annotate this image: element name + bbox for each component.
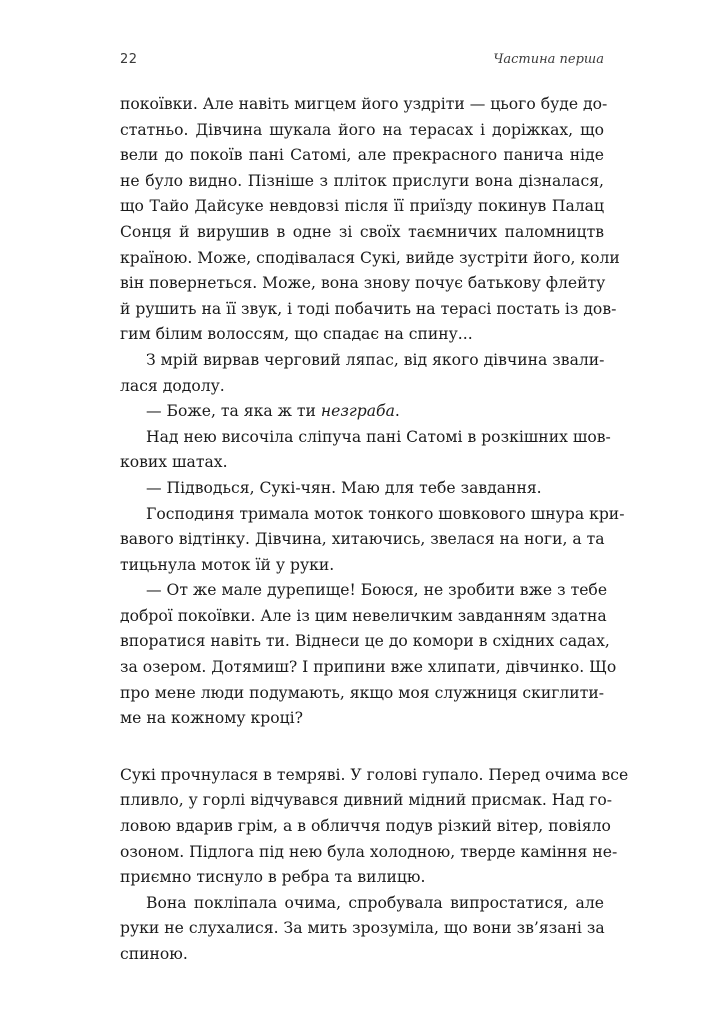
text-line: Над нею височіла сліпуча пані Сатомі в розкішних шов- <box>146 427 611 446</box>
text-line: озоном. Підлога під нею була холодною, тверде каміння не- <box>120 842 618 861</box>
dialogue-text: — Боже, та яка ж ти <box>146 402 321 421</box>
text-line: ловою вдарив грім, а в обличчя подув різкий вітер, повіяло <box>120 817 611 836</box>
section-title: Частина перша <box>493 52 604 67</box>
text-line: — От же мале дурепище! Боюся, не зробити вже з тебе <box>146 581 608 600</box>
text-line: Вона покліпала очима, спробувала випростатися, але <box>146 893 604 912</box>
text-line: вавого відтінку. Дівчина, хитаючись, звелася на ноги, а та <box>120 530 605 549</box>
text-line: доброї покоївки. Але із цим невеличким завданням здатна <box>120 606 607 625</box>
text-line: тицьнула моток їй у руки. <box>120 555 335 574</box>
text-line: за озером. Дотямиш? І припини вже хлипати, дівчинко. Що <box>120 658 617 677</box>
text-line: вели до покоїв пані Сатомі, але прекрасного панича ніде <box>120 146 604 165</box>
text-line: й рушить на її звук, і тоді побачить на терасі постать із дов- <box>120 299 617 318</box>
text-line: покоївки. Але навіть мигцем його уздріти — цього буде до- <box>120 95 608 113</box>
text-line: спиною. <box>120 945 188 963</box>
text-line: країною. Може, сподівалася Сукі, вийде зустріти його, коли <box>120 248 620 267</box>
text-line: лася додолу. <box>120 376 225 395</box>
text-line: про мене люди подумають, якщо моя служниця скиглити- <box>120 683 604 702</box>
page-number: 22 <box>120 52 138 67</box>
text-line: гим білим волоссям, що спадає на спину... <box>120 325 473 344</box>
text-line: приємно тиснуло в ребра та вилицю. <box>120 868 426 887</box>
text-line: — Підводься, Сукі-чян. Маю для тебе завдання. <box>146 478 542 497</box>
text-line: що Тайо Дайсуке невдовзі після її приїзду покинув Палац <box>120 197 604 216</box>
text-line <box>120 399 604 425</box>
text-line: Сонця й вирушив в одне зі своїх таємничих паломництв <box>120 222 604 241</box>
running-header <box>120 52 604 72</box>
text-line: статньо. Дівчина шукала його на терасах і доріжках, що <box>120 120 604 139</box>
text-line: пливло, у горлі відчувався дивний мідний присмак. Над го- <box>120 791 613 810</box>
text-line: не було видно. Пізніше з пліток прислуги вона дізналася, <box>120 171 604 190</box>
body-text <box>120 92 629 968</box>
text-line: Господиня тримала моток тонкого шовкового шнура кри- <box>146 504 625 523</box>
punctuation: . <box>394 402 400 421</box>
text-line: він повернеться. Може, вона знову почує батькову флейту <box>120 274 606 293</box>
text-line: ме на кожному кроці? <box>120 709 303 728</box>
text-line: Сукі прочнулася в темряві. У голові гупало. Перед очима все <box>120 765 629 784</box>
section-break <box>120 732 604 763</box>
text-line: впоратися навіть ти. Віднеси це до комори в східних садах, <box>120 632 610 651</box>
emphasized-word: незграба <box>320 402 395 421</box>
text-line: кових шатах. <box>120 453 228 472</box>
text-line: руки не слухалися. За мить зрозуміла, що вони зв’язані за <box>120 919 605 938</box>
text-line: З мрій вирвав черговий ляпас, від якого дівчина звали- <box>146 350 605 369</box>
